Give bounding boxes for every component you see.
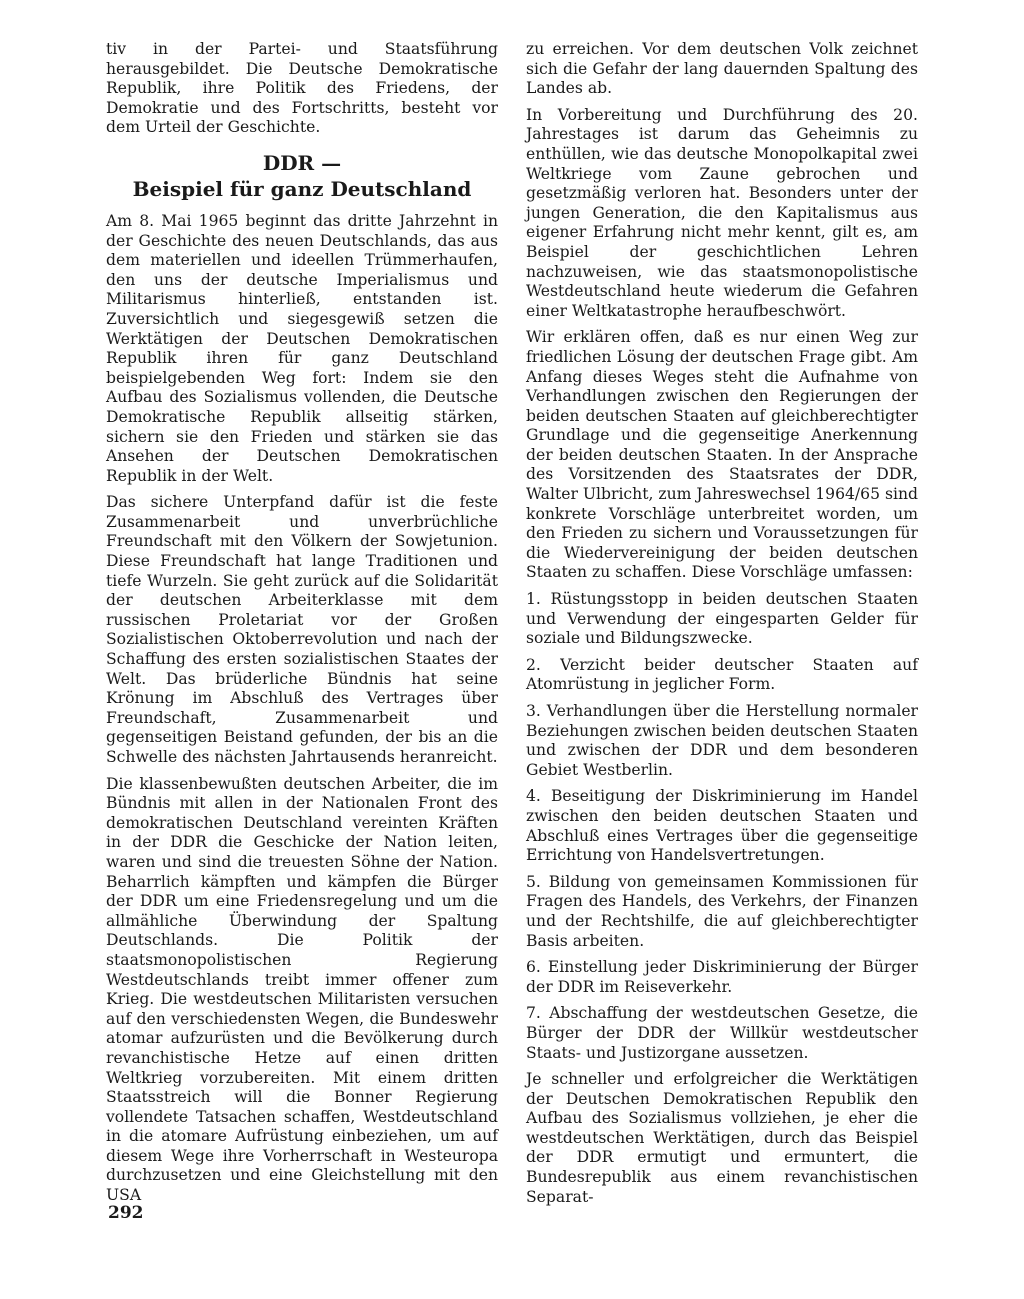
paragraph: Je schneller und erfolgreicher die Werktätigen der Deutschen Demokratischen Republik den Aufbau des Sozialismus vollziehen, je eher die westdeutschen Werktätigen, durch das Beispiel der DDR ermutigt und ermuntert, die Bundesrepublik aus einem revanchistischen Separat- (526, 1070, 918, 1206)
section-heading-line-2: Beispiel für ganz Deutschland (132, 176, 472, 201)
paragraph: zu erreichen. Vor dem deutschen Volk zeichnet sich die Gefahr der lang dauernden Spaltung des Landes ab. (526, 40, 918, 98)
left-column (106, 40, 498, 1213)
list-item: 5. Bildung von gemeinsamen Kommissionen für Fragen des Handels, des Verkehrs, der Finanzen und der Rechtshilfe, die auf gleichberechtigter Basis arbeiten. (526, 872, 918, 950)
list-item: 4. Beseitigung der Diskriminierung im Handel zwischen den beiden deutschen Staaten und Abschluß eines Vertrages über die gegenseitige Errichtung von Handelsvertretungen. (526, 787, 918, 865)
page-number: 292 (108, 1203, 144, 1223)
paragraph: Das sichere Unterpfand dafür ist die feste Zusammenarbeit und unverbrüchliche Freundschaft mit den Völkern der Sowjetunion. Diese Freundschaft hat lange Traditionen und tiefe Wurzeln. Sie geht zurück auf die Solidarität der deutschen Arbeiterklasse mit dem russischen Proletariat vor der Großen Sozialistischen Oktoberrevolution und nach der Schaffung des ersten sozialistischen Staates der Welt. Das brüderliche Bündnis hat seine Krönung im Abschluß des Vertrages über Freundschaft, Zusammenarbeit und gegenseitigen Beistand gefunden, der bis an die Schwelle des nächsten Jahrtausends heranreicht. (106, 493, 498, 766)
right-column (526, 40, 918, 1214)
intro-paragraph: tiv in der Partei- und Staatsführung herausgebildet. Die Deutsche Demokratische Republik, ihre Politik des Friedens, der Demokratie und des Fortschritts, besteht vor dem Urteil der Geschichte. (106, 40, 498, 137)
section-heading (106, 150, 498, 202)
section-heading-line-1: DDR — (262, 150, 342, 175)
list-item: 7. Abschaffung der westdeutschen Gesetze, die Bürger der DDR der Willkür westdeutscher Staats- und Justizorgane aussetzen. (526, 1004, 918, 1062)
paragraph: In Vorbereitung und Durchführung des 20. Jahrestages ist darum das Geheimnis zu enthüllen, wie das deutsche Monopolkapital zwei Weltkriege vom Zaune gebrochen und gesetzmäßig verloren hat. Besonders unter der jungen Generation, die den Kapitalismus aus eigener Erfahrung nicht mehr kennt, gilt es, am Beispiel der geschichtlichen Lehren nachzuweisen, wie das staatsmonopolistische Westdeutschland heute wiederum die Gefahren einer Weltkatastrophe heraufbeschwört. (526, 105, 918, 320)
list-item: 1. Rüstungsstopp in beiden deutschen Staaten und Verwendung der eingesparten Gelder für soziale und Bildungszwecke. (526, 590, 918, 648)
paragraph: Wir erklären offen, daß es nur einen Weg zur friedlichen Lösung der deutschen Frage gibt. Am Anfang dieses Weges steht die Aufnahme von Verhandlungen zwischen den Regierungen der beiden deutschen Staaten auf gleichberechtigter Grundlage und die gegenseitige Anerkennung der beiden deutschen Staaten. In der Ansprache des Vorsitzenden des Staatsrates der DDR, Walter Ulbricht, zum Jahreswechsel 1964/65 sind konkrete Vorschläge unterbreitet worden, um den Frieden zu sichern und Voraussetzungen für die Wiedervereinigung der beiden deutschen Staaten zu schaffen. Diese Vorschläge umfassen: (526, 328, 918, 582)
list-item: 6. Einstellung jeder Diskriminierung der Bürger der DDR im Reiseverkehr. (526, 958, 918, 996)
list-item: 3. Verhandlungen über die Herstellung normaler Beziehungen zwischen beiden deutschen Staaten und zwischen der DDR und dem besonderen Gebiet Westberlin. (526, 702, 918, 779)
paragraph: Am 8. Mai 1965 beginnt das dritte Jahrzehnt in der Geschichte des neuen Deutschlands, das aus dem materiellen und ideellen Trümmerhaufen, den uns der deutsche Imperialismus und Militarismus hinterließ, entstanden ist. Zuversichtlich und siegesgewiß setzen die Werktätigen der Deutschen Demokratischen Republik ihren für ganz Deutschland beispielgebenden Weg fort: Indem sie den Aufbau des Sozialismus vollenden, die Deutsche Demokratische Republik allseitig stärken, sichern sie den Frieden und stärken sie das Ansehen der Deutschen Demokratischen Republik in der Welt. (106, 211, 498, 485)
paragraph: Die klassenbewußten deutschen Arbeiter, die im Bündnis mit allen in der Nationalen Front des demokratischen Deutschland vereinten Kräften in der DDR die Geschicke der Nation leiten, waren und sind die treuesten Söhne der Nation. Beharrlich kämpften und kämpfen die Bürger der DDR um eine Friedensregelung und um die allmähliche Überwindung der Spaltung Deutschlands. Die Politik der staatsmonopolistischen Regierung Westdeutschlands treibt immer offener zum Krieg. Die westdeutschen Militaristen versuchen auf den verschiedensten Wegen, die Bundeswehr atomar aufzurüsten und die Bevölkerung durch revanchistische Hetze auf einen dritten Weltkrieg vorzubereiten. Mit einem dritten Staatsstreich will die Bonner Regierung vollendete Tatsachen schaffen, Westdeutschland in die atomare Aufrüstung einbeziehen, um auf diesem Wege ihre Vorherrschaft in Westeuropa durchzusetzen und eine Gleichstellung mit den USA (106, 774, 498, 1205)
list-item: 2. Verzicht beider deutscher Staaten auf Atomrüstung in jeglicher Form. (526, 655, 918, 694)
